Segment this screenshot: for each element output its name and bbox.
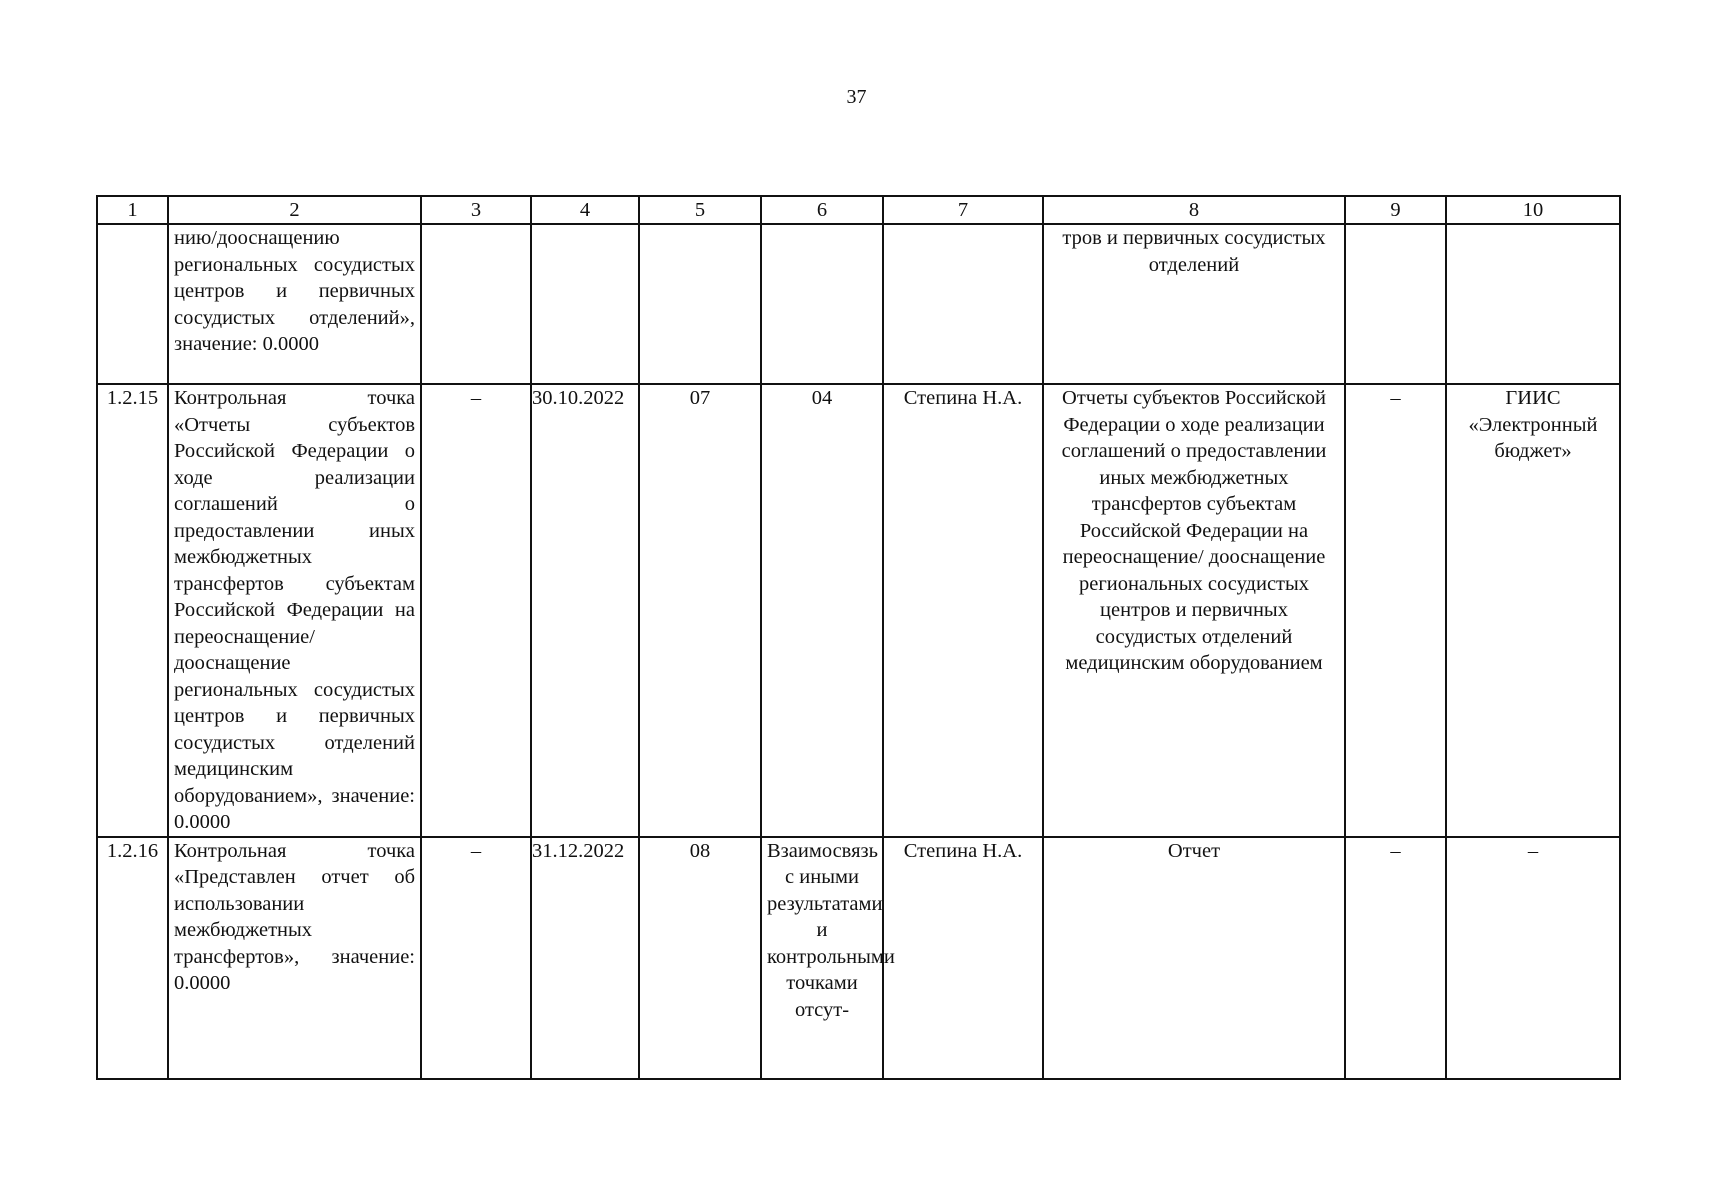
- cell-result: Отчет: [1043, 837, 1345, 1079]
- cell-col5: [639, 224, 761, 384]
- column-header: 4: [531, 196, 639, 224]
- cell-date: [531, 224, 639, 384]
- table-row: [97, 224, 1620, 384]
- cell-col9: [1345, 224, 1446, 384]
- column-header: 8: [1043, 196, 1345, 224]
- cell-col9: –: [1345, 837, 1446, 1079]
- cell-col3: [421, 224, 531, 384]
- cell-system: [1446, 224, 1620, 384]
- row-description: нию/дооснащению региональных сосудистых центров и первичных сосудистых отделений», значение: 0.0000: [168, 224, 421, 384]
- column-header: 6: [761, 196, 883, 224]
- row-description: Контрольная точка «Представлен отчет об использовании межбюджетных трансфертов», значение: 0.0000: [168, 837, 421, 1079]
- column-header: 2: [168, 196, 421, 224]
- cell-col3: –: [421, 837, 531, 1079]
- cell-col6: Взаимосвязь с иными результатами и контрольными точками отсут-: [761, 837, 883, 1079]
- table-row: [97, 384, 1620, 837]
- page-number: 37: [846, 86, 867, 108]
- cell-responsible: Степина Н.А.: [883, 384, 1043, 837]
- cell-system: –: [1446, 837, 1620, 1079]
- cell-col6: 04: [761, 384, 883, 837]
- cell-responsible: [883, 224, 1043, 384]
- table-row: [97, 837, 1620, 1079]
- column-header: 10: [1446, 196, 1620, 224]
- column-header: 7: [883, 196, 1043, 224]
- column-header: 9: [1345, 196, 1446, 224]
- row-description: Контрольная точка «Отчеты субъектов Российской Федерации о ходе реализации соглашений о предоставлении иных межбюджетных трансфертов субъектам Российской Федерации на переоснащение/ дооснащение региональных сосудистых центров и первичных сосудистых отделений медицинским оборудованием», значение: 0.0000: [168, 384, 421, 837]
- row-number: 1.2.15: [97, 384, 168, 837]
- table-header-row: [97, 196, 1620, 224]
- row-number: 1.2.16: [97, 837, 168, 1079]
- cell-system: ГИИС «Электронный бюджет»: [1446, 384, 1620, 837]
- column-header: 1: [97, 196, 168, 224]
- cell-date: 31.12.2022: [531, 837, 639, 1079]
- column-header: 5: [639, 196, 761, 224]
- cell-col5: 07: [639, 384, 761, 837]
- cell-col5: 08: [639, 837, 761, 1079]
- plan-table: [96, 195, 1621, 1080]
- row-number: [97, 224, 168, 384]
- cell-col6: [761, 224, 883, 384]
- cell-responsible: Степина Н.А.: [883, 837, 1043, 1079]
- column-header: 3: [421, 196, 531, 224]
- cell-result: Отчеты субъектов Российской Федерации о ходе реализации соглашений о предоставлении иных межбюджетных трансфертов субъектам Российской Федерации на переоснащение/ дооснащение региональных сосудистых центров и первичных сосудистых отделений медицинским оборудованием: [1043, 384, 1345, 837]
- cell-date: 30.10.2022: [531, 384, 639, 837]
- cell-col3: –: [421, 384, 531, 837]
- cell-col9: –: [1345, 384, 1446, 837]
- cell-result: тров и первичных сосудистых отделений: [1043, 224, 1345, 384]
